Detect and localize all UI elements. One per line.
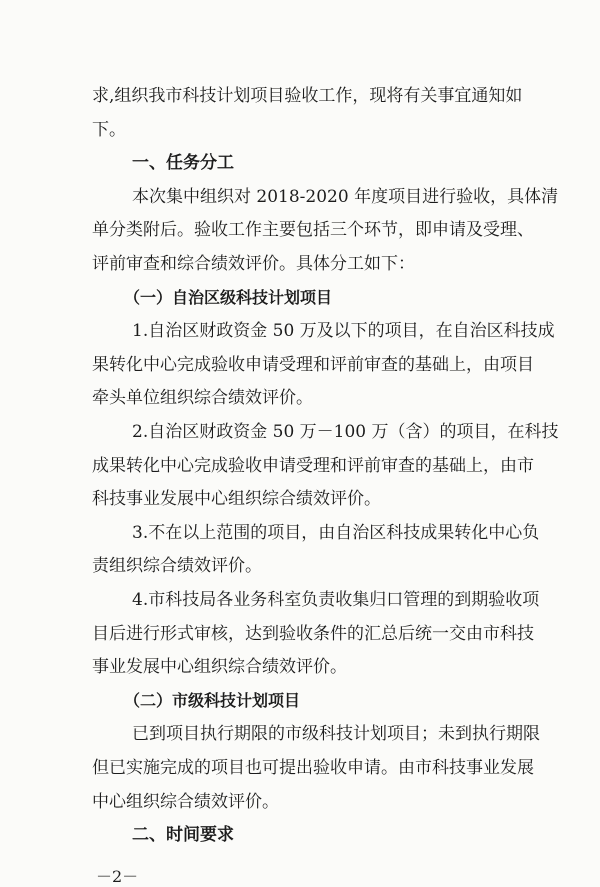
subsection-heading: （一）自治区级科技计划项目 <box>124 287 333 307</box>
section-heading: 二、时间要求 <box>132 825 234 846</box>
body-line: 责组织综合绩效评价。 <box>92 556 262 577</box>
body-line: 成果转化中心完成验收申请受理和评前审查的基础上，由市 <box>92 455 534 476</box>
page-number: －2－ <box>96 866 139 886</box>
body-line: 4.市科技局各业务科室负责收集归口管理的到期验收项 <box>132 590 540 610</box>
section-heading: 一、任务分工 <box>132 153 234 174</box>
body-line: 单分类附后。验收工作主要包括三个环节，即申请及受理、 <box>92 220 534 241</box>
body-line: 已到项目执行期限的市级科技计划项目；未到执行期限 <box>132 724 540 745</box>
body-line: 牵头单位组织综合绩效评价。 <box>92 388 313 409</box>
body-line: 下。 <box>92 119 126 140</box>
body-line: 求,组织我市科技计划项目验收工作，现将有关事宜通知如 <box>92 86 523 106</box>
body-line: 科技事业发展中心组织综合绩效评价。 <box>92 489 381 510</box>
body-line: 3.不在以上范围的项目，由自治区科技成果转化中心负 <box>132 522 540 543</box>
body-line: 果转化中心完成验收申请受理和评前审查的基础上，由项目 <box>92 354 534 375</box>
body-line: 目后进行形式审核，达到验收条件的汇总后统一交由市科技 <box>92 623 534 644</box>
body-line: 事业发展中心组织综合绩效评价。 <box>92 657 347 678</box>
body-line: 1.自治区财政资金 50 万及以下的项目，在自治区科技成 <box>132 321 555 342</box>
body-line: 中心组织综合绩效评价。 <box>92 791 279 812</box>
subsection-heading: （二）市级科技计划项目 <box>124 690 301 710</box>
body-line: 本次集中组织对 2018-2020 年度项目进行验收，具体清 <box>132 186 559 207</box>
body-line: 但已实施完成的项目也可提出验收申请。由市科技事业发展 <box>92 758 534 778</box>
body-line: 评前审查和综合绩效评价。具体分工如下： <box>92 254 415 274</box>
body-line: 2.自治区财政资金 50 万－100 万（含）的项目，在科技 <box>132 422 559 442</box>
